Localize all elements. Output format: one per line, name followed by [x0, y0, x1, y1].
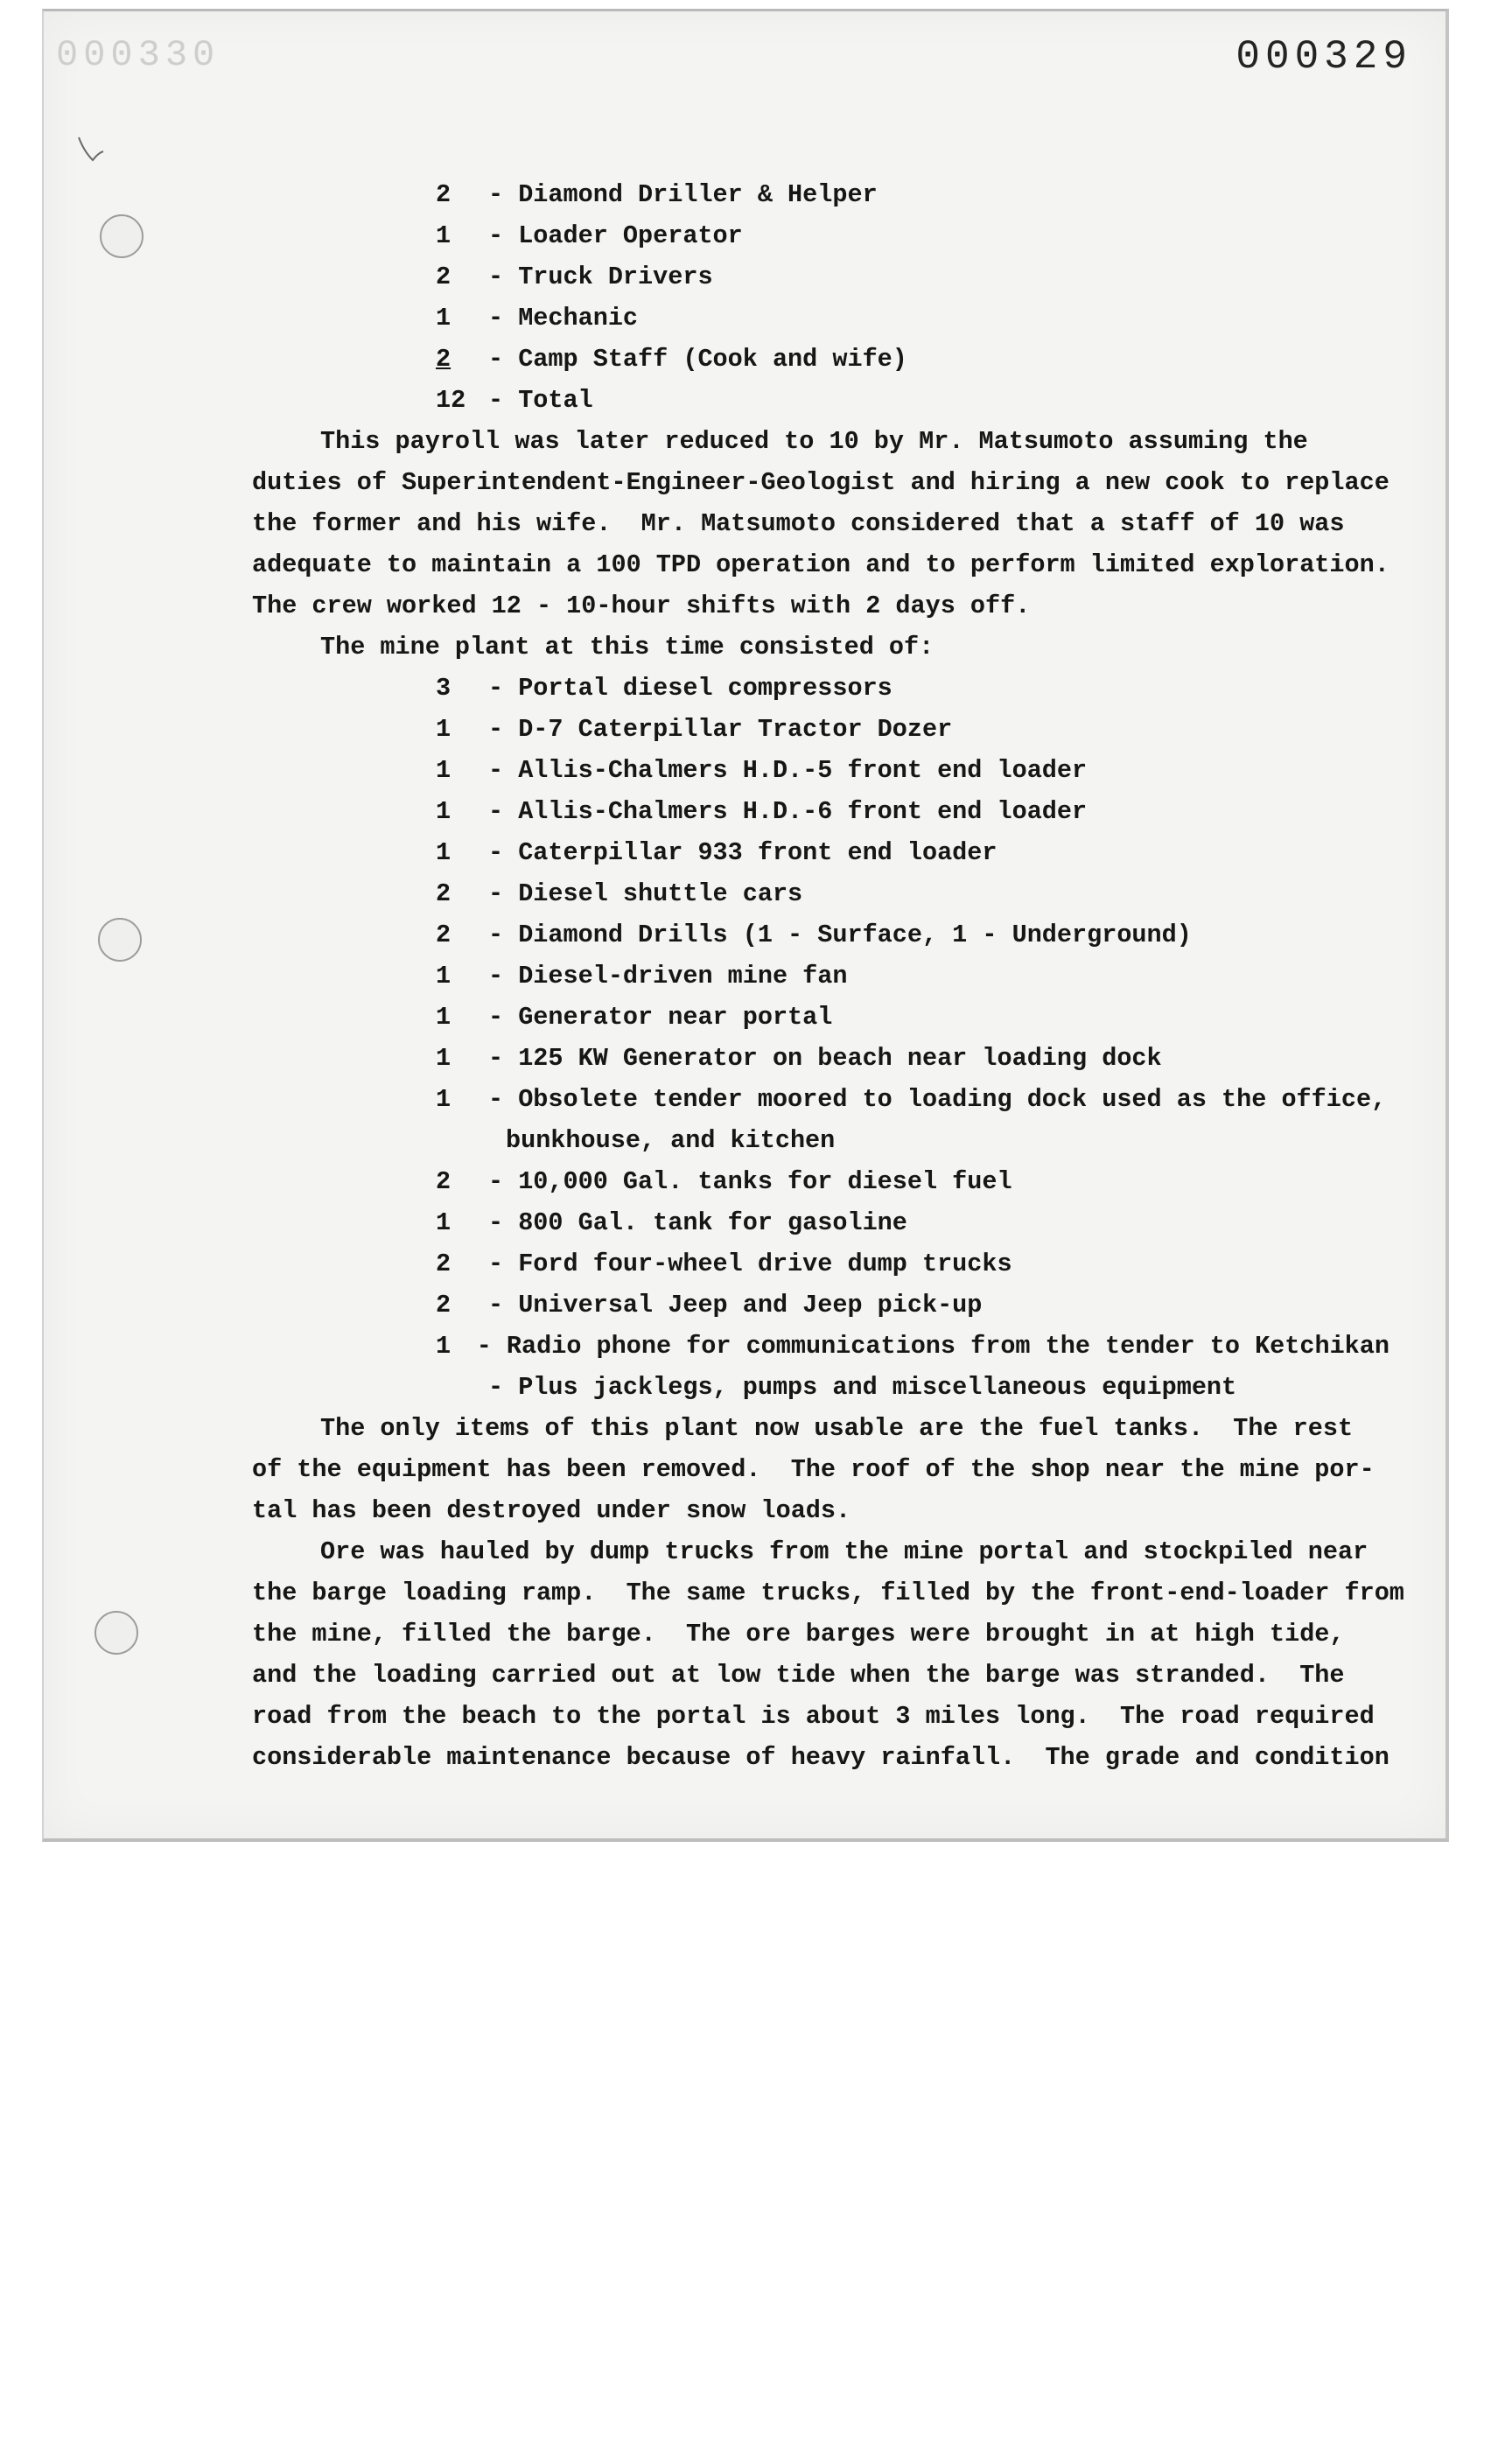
list-item — [252, 256, 1390, 298]
paragraph-start-line: The only items of this plant now usable are the fuel tanks. The rest — [320, 1414, 1354, 1443]
text-line: the mine, filled the barge. The ore barges were brought in at high tide, — [252, 1620, 1345, 1648]
list-item — [252, 709, 1390, 750]
item-quantity: 1 — [436, 1085, 452, 1114]
item-description: - Radio phone for communications from the tender to Ketchikan — [476, 1332, 1390, 1361]
text-line: of the equipment has been removed. The roof of the shop near the mine por- — [252, 1455, 1375, 1484]
item-description: - Allis-Chalmers H.D.-5 front end loader — [488, 756, 1088, 785]
text-line: considerable maintenance because of heavy rainfall. The grade and condition — [252, 1743, 1390, 1772]
item-quantity: 2 — [436, 345, 452, 374]
document-body — [252, 174, 1404, 1778]
text-line: duties of Superintendent-Engineer-Geologist and hiring a new cook to replace — [252, 468, 1390, 497]
item-description: - Obsolete tender moored to loading dock used as the office, — [488, 1085, 1387, 1114]
list-item — [252, 668, 1390, 709]
item-quantity: 1 — [436, 1044, 452, 1073]
item-quantity: 1 — [436, 756, 452, 785]
item-description: - Universal Jeep and Jeep pick-up — [488, 1291, 983, 1320]
item-description: - 10,000 Gal. tanks for diesel fuel — [488, 1167, 1012, 1196]
item-description: - Diesel-driven mine fan — [488, 962, 848, 990]
list-item — [252, 1243, 1390, 1284]
list-item — [252, 339, 1390, 380]
item-quantity: 2 — [436, 180, 452, 209]
text-line: road from the beach to the portal is about 3 miles long. The road required — [252, 1702, 1375, 1731]
item-description: - Camp Staff (Cook and wife) — [488, 345, 907, 374]
list-item — [252, 215, 1390, 256]
item-description: - Truck Drivers — [488, 262, 713, 291]
item-quantity: 1 — [436, 838, 452, 867]
list-item — [252, 1367, 1390, 1408]
list-item — [252, 914, 1390, 956]
paragraph-start-line: Ore was hauled by dump trucks from the mine portal and stockpiled near — [320, 1537, 1368, 1566]
list-item — [252, 873, 1390, 914]
item-description: - Plus jacklegs, pumps and miscellaneous equipment — [488, 1373, 1237, 1402]
item-quantity: 3 — [436, 674, 452, 703]
item-quantity: 1 — [436, 1332, 452, 1361]
item-description: - Diamond Driller & Helper — [488, 180, 878, 209]
item-quantity — [436, 1367, 488, 1408]
pen-mark-icon — [75, 134, 119, 172]
list-item — [252, 832, 1390, 873]
item-quantity: 2 — [436, 1167, 452, 1196]
punch-hole-bottom — [94, 1611, 138, 1655]
list-item — [252, 1202, 1390, 1243]
text-line: tal has been destroyed under snow loads. — [252, 1496, 851, 1525]
punch-hole-middle — [98, 918, 142, 962]
ghost-page-number: 000330 — [56, 34, 220, 76]
paragraph-start-line: The mine plant at this time consisted of: — [320, 633, 934, 662]
item-description: - Generator near portal — [488, 1003, 833, 1032]
list-item — [252, 380, 1390, 421]
scanned-page — [42, 9, 1449, 1842]
item-description: - Mechanic — [488, 304, 639, 332]
item-quantity: 1 — [436, 221, 452, 250]
text-line: the barge loading ramp. The same trucks, filled by the front-end-loader from — [252, 1578, 1404, 1607]
item-quantity: 2 — [436, 920, 452, 949]
item-description: - Loader Operator — [488, 221, 743, 250]
list-item — [252, 1284, 1390, 1326]
list-item — [252, 1038, 1390, 1079]
punch-hole-top — [100, 214, 144, 258]
list-item — [252, 1326, 1390, 1367]
text-line: and the loading carried out at low tide when the barge was stranded. The — [252, 1661, 1345, 1690]
item-description: - Allis-Chalmers H.D.-6 front end loader — [488, 797, 1088, 826]
page-number: 000329 — [1236, 34, 1412, 80]
text-line: The crew worked 12 - 10-hour shifts with 2 days off. — [252, 592, 1031, 620]
item-description: - 800 Gal. tank for gasoline — [488, 1208, 907, 1237]
item-description: - Diamond Drills (1 - Surface, 1 - Underground) — [488, 920, 1192, 949]
list-item — [252, 298, 1390, 339]
item-quantity: 1 — [436, 1003, 452, 1032]
list-item — [252, 791, 1390, 832]
item-quantity: 12 — [436, 386, 466, 415]
text-line: the former and his wife. Mr. Matsumoto considered that a staff of 10 was — [252, 509, 1345, 538]
item-quantity: 2 — [436, 1291, 452, 1320]
list-item — [252, 174, 1390, 215]
item-description: - Total — [488, 386, 593, 415]
item-quantity: 1 — [436, 797, 452, 826]
item-quantity: 1 — [436, 1208, 452, 1237]
item-quantity: 2 — [436, 1250, 452, 1278]
list-item — [252, 1161, 1390, 1202]
item-description: - D-7 Caterpillar Tractor Dozer — [488, 715, 953, 744]
item-quantity: 1 — [436, 715, 452, 744]
item-quantity: 1 — [436, 962, 452, 990]
list-item — [252, 956, 1390, 997]
item-quantity: 2 — [436, 262, 452, 291]
item-description: - Ford four-wheel drive dump trucks — [488, 1250, 1012, 1278]
list-item — [252, 750, 1390, 791]
list-item-continuation: bunkhouse, and kitchen — [506, 1126, 836, 1155]
item-description: - Diesel shuttle cars — [488, 879, 803, 908]
list-item — [252, 997, 1390, 1038]
text-line: adequate to maintain a 100 TPD operation and to perform limited exploration. — [252, 550, 1390, 579]
item-quantity: 2 — [436, 879, 452, 908]
item-description: - Caterpillar 933 front end loader — [488, 838, 998, 867]
paragraph-start-line: This payroll was later reduced to 10 by Mr. Matsumoto assuming the — [320, 427, 1308, 456]
item-quantity: 1 — [436, 304, 452, 332]
item-description: - Portal diesel compressors — [488, 674, 892, 703]
list-item — [252, 1079, 1390, 1120]
item-description: - 125 KW Generator on beach near loading dock — [488, 1044, 1162, 1073]
